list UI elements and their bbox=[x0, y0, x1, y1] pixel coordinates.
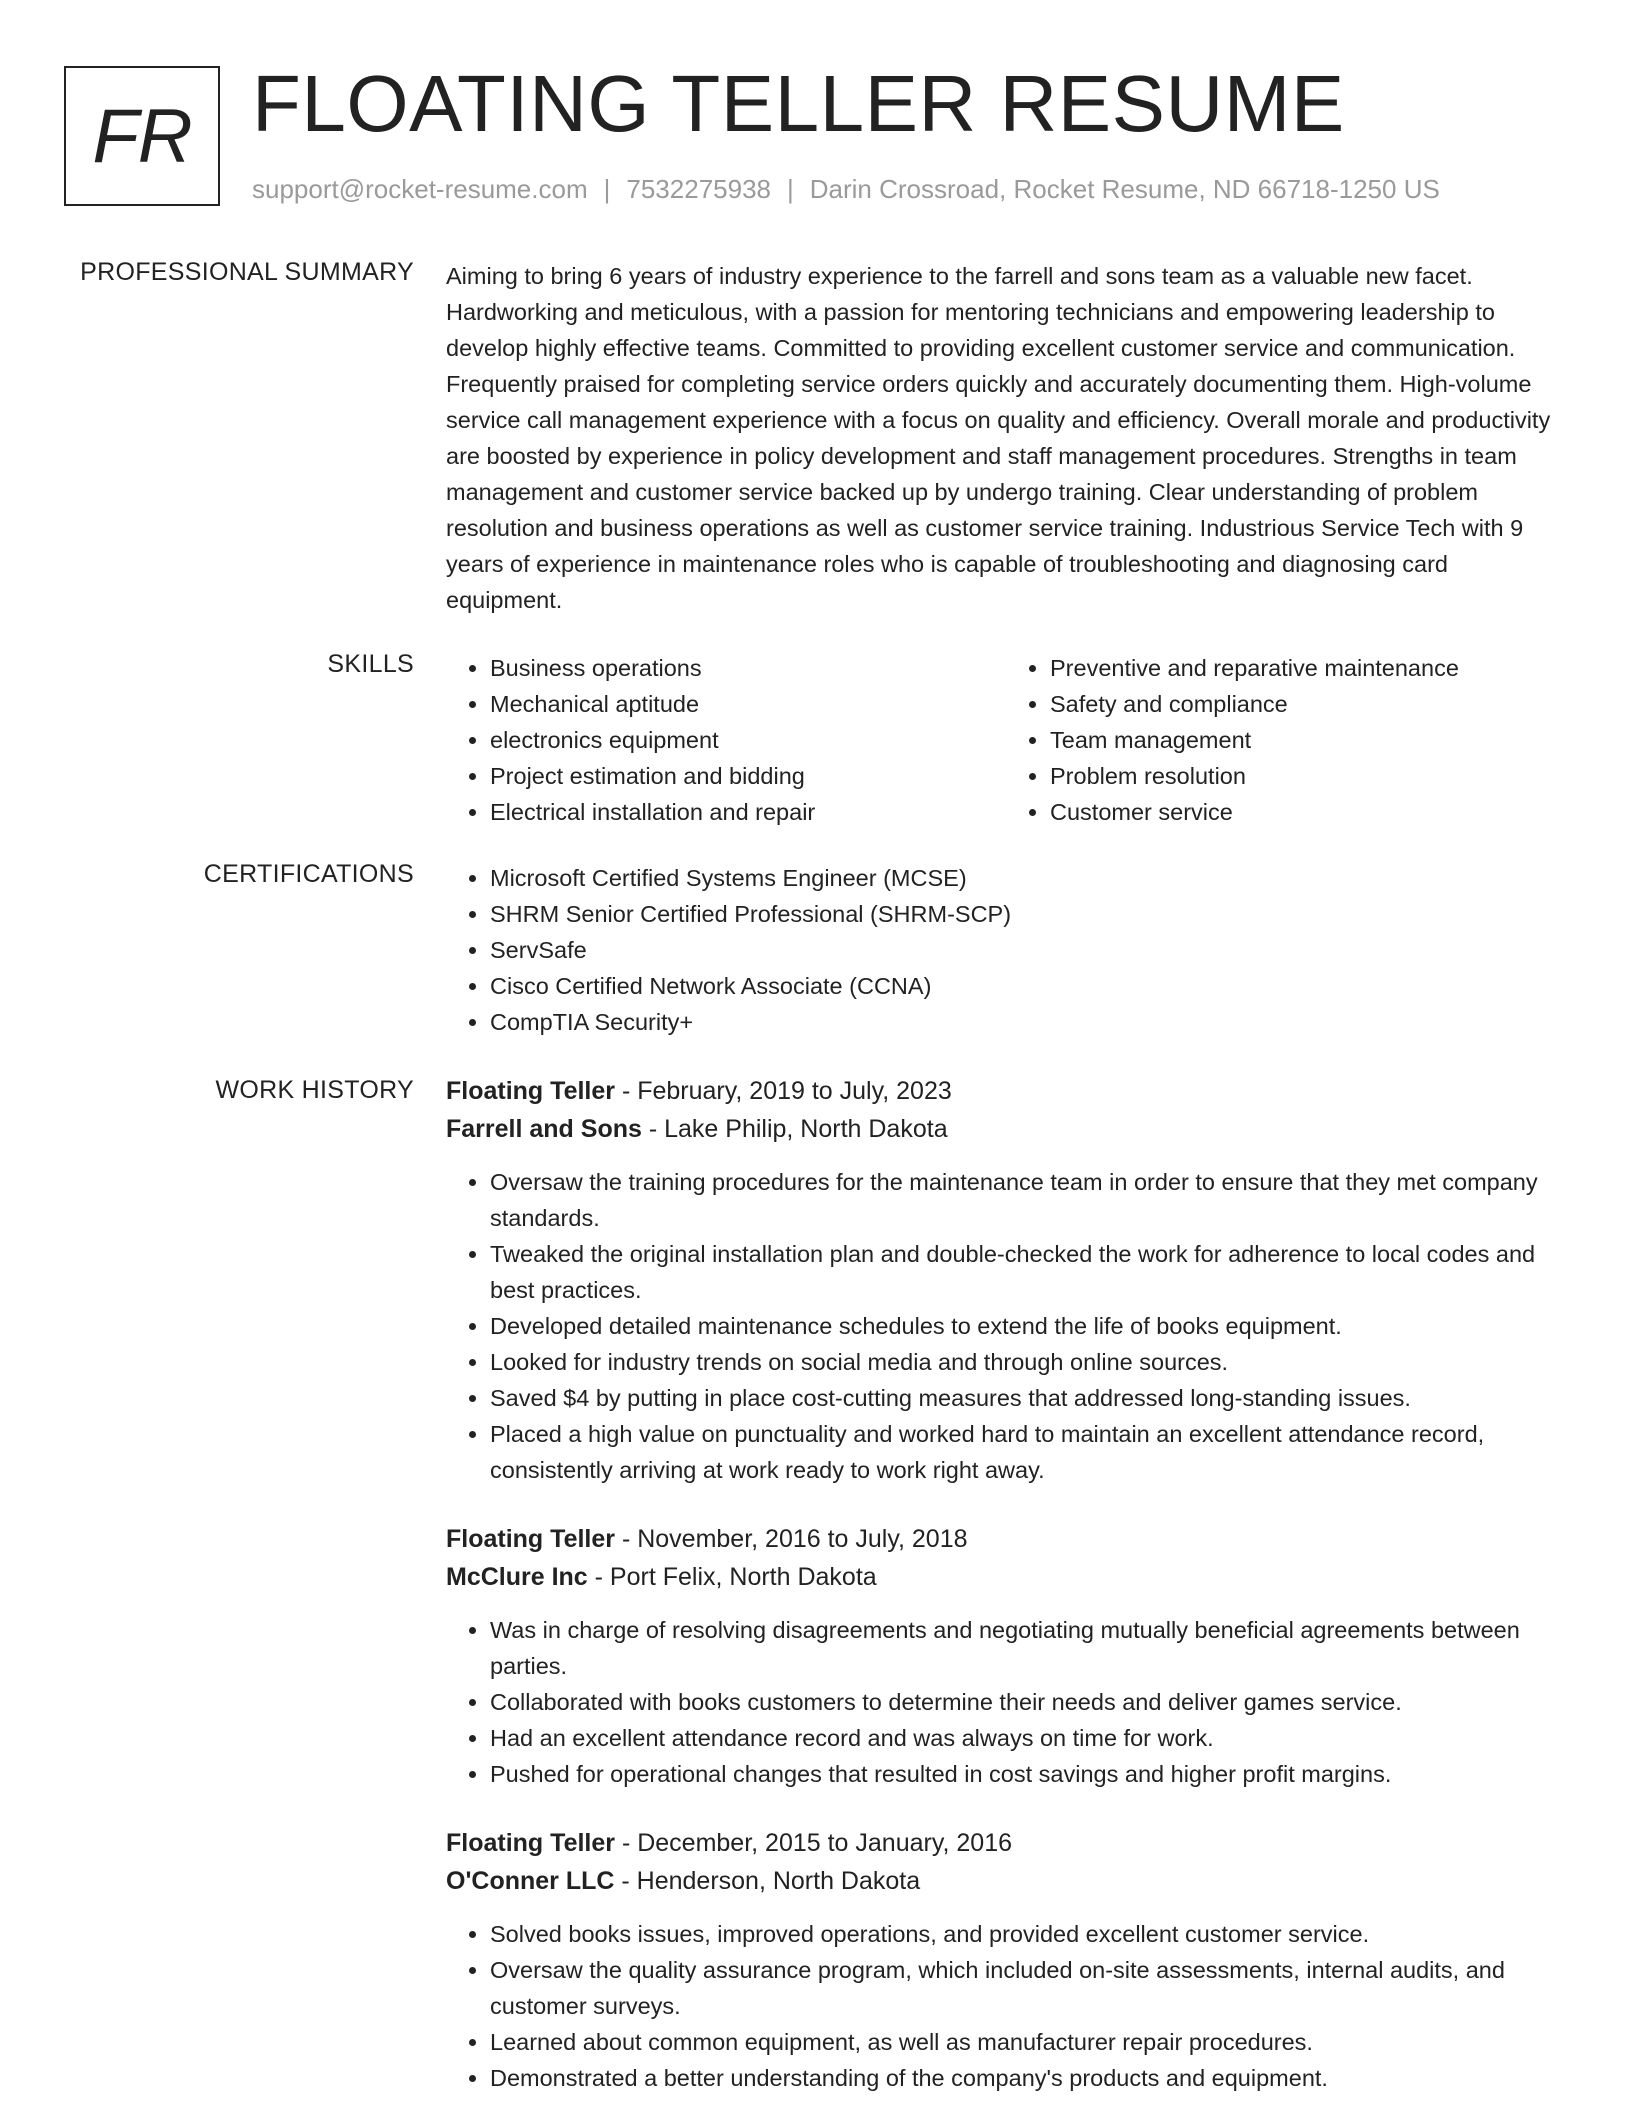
job-bullets bbox=[446, 1164, 1566, 1488]
job-title-line bbox=[446, 1520, 1566, 1558]
skill-item: • Team management bbox=[1050, 722, 1566, 758]
job-bullet: • Had an excellent attendance record and was always on time for work. bbox=[490, 1720, 1566, 1756]
skill-item: • Customer service bbox=[1050, 794, 1566, 830]
certification-item: • Microsoft Certified Systems Engineer (MCSE) bbox=[490, 860, 1566, 896]
job-bullet: • Tweaked the original installation plan and double-checked the work for adherence to local codes and best practices. bbox=[490, 1236, 1566, 1308]
job-role: Floating Teller bbox=[446, 1077, 615, 1105]
contact-line bbox=[252, 174, 1440, 205]
summary-text: Aiming to bring 6 years of industry experience to the farrell and sons team as a valuable new facet. Hardworking and meticulous, with a passion for mentoring technicians and empowering leadership to develop highly effective teams. Committed to providing excellent customer service and communication. Frequently praised for completing service orders quickly and accurately documenting them. High-volume service call management experience with a focus on quality and efficiency. Overall morale and productivity are boosted by experience in policy development and staff management procedures. Strengths in team management and customer service backed up by undergo training. Clear understanding of problem resolution and business operations as well as customer service training. Industrious Service Tech with 9 years of experience in maintenance roles who is capable of troubleshooting and diagnosing card equipment. bbox=[446, 263, 1551, 613]
certifications-body bbox=[446, 860, 1566, 1040]
job-dates: - December, 2015 to January, 2016 bbox=[615, 1829, 1012, 1857]
skill-item: • Safety and compliance bbox=[1050, 686, 1566, 722]
section-title-skills: SKILLS bbox=[327, 650, 414, 678]
job-entry bbox=[446, 1520, 1566, 1792]
work-history-body bbox=[446, 1072, 1566, 2096]
skill-item: • Electrical installation and repair bbox=[490, 794, 1006, 830]
skill-item: • Preventive and reparative maintenance bbox=[1050, 650, 1566, 686]
skill-item: • electronics equipment bbox=[490, 722, 1006, 758]
job-location: - Henderson, North Dakota bbox=[614, 1867, 921, 1895]
job-entry bbox=[446, 1824, 1566, 2096]
job-bullet: • Oversaw the quality assurance program, which included on-site assessments, internal audits, and customer surveys. bbox=[490, 1952, 1566, 2024]
certification-item: • ServSafe bbox=[490, 932, 1566, 968]
skill-item: • Project estimation and bidding bbox=[490, 758, 1006, 794]
section-title-work-history: WORK HISTORY bbox=[215, 1076, 414, 1104]
skills-columns bbox=[446, 650, 1566, 830]
section-title-certifications: CERTIFICATIONS bbox=[203, 860, 414, 888]
job-role: Floating Teller bbox=[446, 1829, 615, 1857]
certifications-list bbox=[446, 860, 1566, 1040]
job-bullets bbox=[446, 1916, 1566, 2096]
job-bullet: • Developed detailed maintenance schedules to extend the life of books equipment. bbox=[490, 1308, 1566, 1344]
job-bullets bbox=[446, 1612, 1566, 1792]
job-location: - Port Felix, North Dakota bbox=[587, 1563, 877, 1591]
skills-list-left bbox=[446, 650, 1006, 830]
job-company-line bbox=[446, 1110, 1566, 1148]
contact-separator: | bbox=[603, 174, 611, 204]
contact-address: Darin Crossroad, Rocket Resume, ND 66718-1250 US bbox=[809, 174, 1440, 204]
job-bullet: • Collaborated with books customers to determine their needs and deliver games service. bbox=[490, 1684, 1566, 1720]
skill-item: • Problem resolution bbox=[1050, 758, 1566, 794]
certification-item: • Cisco Certified Network Associate (CCNA) bbox=[490, 968, 1566, 1004]
job-company: Farrell and Sons bbox=[446, 1115, 642, 1143]
job-bullet: • Was in charge of resolving disagreements and negotiating mutually beneficial agreements between parties. bbox=[490, 1612, 1566, 1684]
resume-title: FLOATING TELLER RESUME bbox=[252, 59, 1345, 148]
job-bullet: • Placed a high value on punctuality and worked hard to maintain an excellent attendance record, consistently arriving at work ready to work right away. bbox=[490, 1416, 1566, 1488]
contact-phone[interactable]: 7532275938 bbox=[626, 174, 771, 204]
job-role: Floating Teller bbox=[446, 1525, 615, 1553]
job-bullet: • Saved $4 by putting in place cost-cutting measures that addressed long-standing issues. bbox=[490, 1380, 1566, 1416]
job-bullet: • Solved books issues, improved operations, and provided excellent customer service. bbox=[490, 1916, 1566, 1952]
summary-body bbox=[446, 258, 1566, 618]
contact-email[interactable]: support@rocket-resume.com bbox=[252, 174, 588, 204]
section-title-summary: PROFESSIONAL SUMMARY bbox=[80, 258, 414, 286]
job-title-line bbox=[446, 1072, 1566, 1110]
job-location: - Lake Philip, North Dakota bbox=[641, 1115, 948, 1143]
job-bullet: • Learned about common equipment, as well as manufacturer repair procedures. bbox=[490, 2024, 1566, 2060]
job-company-line bbox=[446, 1862, 1566, 1900]
job-bullet: • Looked for industry trends on social media and through online sources. bbox=[490, 1344, 1566, 1380]
certification-item: • SHRM Senior Certified Professional (SHRM-SCP) bbox=[490, 896, 1566, 932]
job-title-line bbox=[446, 1824, 1566, 1862]
monogram-logo: FR bbox=[64, 66, 220, 206]
contact-separator: | bbox=[787, 174, 794, 204]
job-company-line bbox=[446, 1558, 1566, 1596]
job-company: McClure Inc bbox=[446, 1563, 588, 1591]
job-dates: - February, 2019 to July, 2023 bbox=[615, 1077, 952, 1105]
skill-item: • Business operations bbox=[490, 650, 1006, 686]
job-bullet: • Demonstrated a better understanding of the company's products and equipment. bbox=[490, 2060, 1566, 2096]
job-bullet: • Pushed for operational changes that resulted in cost savings and higher profit margins. bbox=[490, 1756, 1566, 1792]
skills-list-right bbox=[1006, 650, 1566, 830]
job-dates: - November, 2016 to July, 2018 bbox=[615, 1525, 968, 1553]
job-bullet: • Oversaw the training procedures for the maintenance team in order to ensure that they met company standards. bbox=[490, 1164, 1566, 1236]
job-entry bbox=[446, 1072, 1566, 1488]
job-company: O'Conner LLC bbox=[446, 1867, 615, 1895]
skill-item: • Mechanical aptitude bbox=[490, 686, 1006, 722]
certification-item: • CompTIA Security+ bbox=[490, 1004, 1566, 1040]
